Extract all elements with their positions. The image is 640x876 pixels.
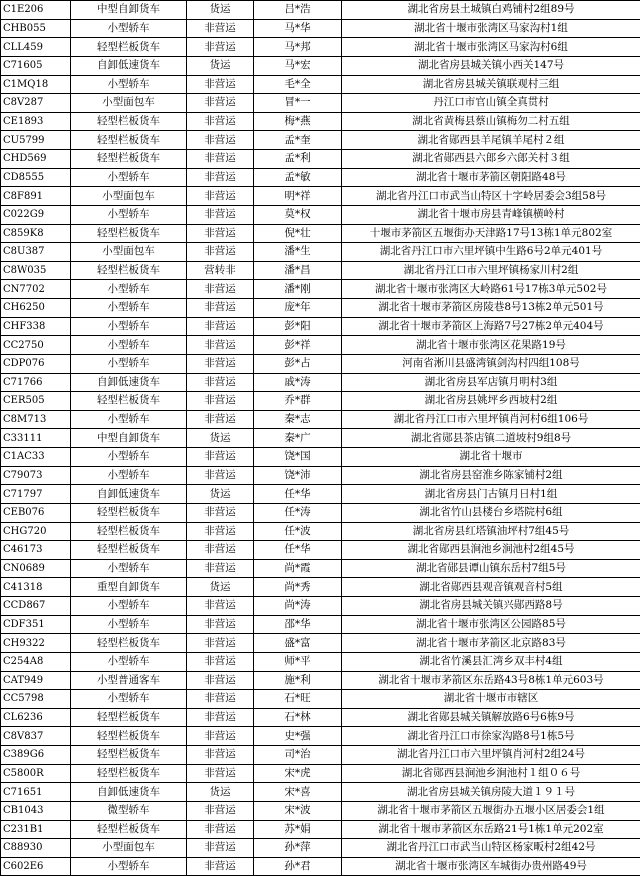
owner-name-cell: 任*华 (254, 485, 342, 504)
plate-number-cell: C231B1 (1, 820, 71, 839)
plate-number-cell: C71605 (1, 56, 71, 75)
owner-name-cell: 石*林 (254, 708, 342, 727)
owner-name-cell: 石*旺 (254, 690, 342, 709)
usage-type-cell: 非营运 (187, 336, 254, 355)
owner-address-cell: 湖北省房县窑淮乡陈家铺村2组 (342, 466, 640, 485)
owner-address-cell: 湖北省房县姚坪乡西坡村2组 (342, 392, 640, 411)
plate-number-cell: C602E6 (1, 857, 71, 876)
table-row (1, 801, 640, 820)
usage-type-cell: 非营运 (187, 503, 254, 522)
owner-name-cell: 吕*浩 (254, 1, 342, 20)
owner-name-cell: 孙*君 (254, 857, 342, 876)
table-row (1, 373, 640, 392)
owner-name-cell: 司*治 (254, 746, 342, 765)
owner-name-cell: 马*宏 (254, 56, 342, 75)
plate-number-cell: CC2750 (1, 336, 71, 355)
owner-address-cell: 湖北省十堰市张湾区车城街办贵州路49号 (342, 857, 640, 876)
owner-name-cell: 乔*群 (254, 392, 342, 411)
table-row (1, 746, 640, 765)
usage-type-cell: 非营运 (187, 801, 254, 820)
owner-address-cell: 湖北省房县门古镇月日村1组 (342, 485, 640, 504)
vehicle-type-cell: 小型轿车 (71, 466, 187, 485)
owner-name-cell: 宋*波 (254, 801, 342, 820)
owner-name-cell: 盛*富 (254, 634, 342, 653)
usage-type-cell: 非营运 (187, 727, 254, 746)
vehicle-type-cell: 小型轿车 (71, 168, 187, 187)
vehicle-type-cell: 轻型栏板货车 (71, 634, 187, 653)
owner-name-cell: 莫*权 (254, 205, 342, 224)
usage-type-cell: 非营运 (187, 112, 254, 131)
vehicle-type-cell: 小型轿车 (71, 652, 187, 671)
owner-address-cell: 湖北省十堰市张湾区公园路85号 (342, 615, 640, 634)
table-row (1, 671, 640, 690)
usage-type-cell: 非营运 (187, 559, 254, 578)
table-row (1, 205, 640, 224)
plate-number-cell: C46173 (1, 541, 71, 560)
plate-number-cell: CAT949 (1, 671, 71, 690)
plate-number-cell: C8W035 (1, 261, 71, 280)
table-row (1, 820, 640, 839)
plate-number-cell: C8M713 (1, 410, 71, 429)
vehicle-type-cell: 小型轿车 (71, 75, 187, 94)
owner-name-cell: 彭*占 (254, 354, 342, 373)
plate-number-cell: C8V287 (1, 94, 71, 113)
table-row (1, 857, 640, 876)
table-row (1, 727, 640, 746)
owner-name-cell: 任*华 (254, 541, 342, 560)
owner-name-cell: 任*涛 (254, 503, 342, 522)
plate-number-cell: C389G6 (1, 746, 71, 765)
plate-number-cell: C8U387 (1, 243, 71, 262)
plate-number-cell: C71797 (1, 485, 71, 504)
usage-type-cell: 非营运 (187, 299, 254, 318)
owner-address-cell: 湖北省丹江口市六里坪镇杨家川村2组 (342, 261, 640, 280)
owner-name-cell: 宋*虎 (254, 764, 342, 783)
vehicle-type-cell: 小型轿车 (71, 857, 187, 876)
table-row (1, 410, 640, 429)
usage-type-cell: 非营运 (187, 522, 254, 541)
plate-number-cell: CH6250 (1, 299, 71, 318)
plate-number-cell: CH9322 (1, 634, 71, 653)
owner-address-cell: 湖北省房县军店镇月明村3组 (342, 373, 640, 392)
plate-number-cell: CL6236 (1, 708, 71, 727)
table-row (1, 336, 640, 355)
owner-address-cell: 湖北省房县城关镇小西关147号 (342, 56, 640, 75)
usage-type-cell: 非营运 (187, 168, 254, 187)
table-row (1, 615, 640, 634)
usage-type-cell: 非营运 (187, 466, 254, 485)
owner-address-cell: 湖北省郧西县涧池乡涧池村１组０６号 (342, 764, 640, 783)
usage-type-cell: 非营运 (187, 280, 254, 299)
plate-number-cell: CE1893 (1, 112, 71, 131)
usage-type-cell: 货运 (187, 56, 254, 75)
vehicle-type-cell: 小型面包车 (71, 839, 187, 858)
usage-type-cell: 非营运 (187, 410, 254, 429)
owner-address-cell: 湖北省十堰市茅箭区房陵巷8号13栋2单元501号 (342, 299, 640, 318)
owner-name-cell: 戚*涛 (254, 373, 342, 392)
plate-number-cell: C79073 (1, 466, 71, 485)
plate-number-cell: C33111 (1, 429, 71, 448)
owner-name-cell: 庞*年 (254, 299, 342, 318)
owner-address-cell: 湖北省丹江口市六里坪镇肖河村6组106号 (342, 410, 640, 429)
plate-number-cell: CC5798 (1, 690, 71, 709)
vehicle-type-cell: 轻型栏板货车 (71, 541, 187, 560)
vehicle-type-cell: 小型面包车 (71, 94, 187, 113)
owner-address-cell: 湖北省丹江口市六里坪镇肖河村2组24号 (342, 746, 640, 765)
plate-number-cell: C41318 (1, 578, 71, 597)
vehicle-type-cell: 小型轿车 (71, 280, 187, 299)
owner-name-cell: 秦*广 (254, 429, 342, 448)
table-row (1, 19, 640, 38)
table-row (1, 56, 640, 75)
usage-type-cell: 非营运 (187, 131, 254, 150)
owner-address-cell: 湖北省丹江口市武当山特区十字岭居委会3组58号 (342, 187, 640, 206)
owner-name-cell: 潘*刚 (254, 280, 342, 299)
owner-name-cell: 孙*萍 (254, 839, 342, 858)
usage-type-cell: 非营运 (187, 746, 254, 765)
vehicle-type-cell: 小型轿车 (71, 336, 187, 355)
vehicle-type-cell: 轻型栏板货车 (71, 261, 187, 280)
owner-name-cell: 宋*喜 (254, 783, 342, 802)
vehicle-type-cell: 轻型栏板货车 (71, 392, 187, 411)
owner-address-cell: 湖北省郧县茶店镇二道坡村9组8号 (342, 429, 640, 448)
vehicle-type-cell: 微型轿车 (71, 801, 187, 820)
table-row (1, 112, 640, 131)
owner-address-cell: 湖北省十堰市张湾区马家沟村6组 (342, 38, 640, 57)
vehicle-type-cell: 小型轿车 (71, 205, 187, 224)
usage-type-cell: 非营运 (187, 634, 254, 653)
owner-address-cell: 湖北省竹溪县汇湾乡双丰村4组 (342, 652, 640, 671)
plate-number-cell: C254A8 (1, 652, 71, 671)
vehicle-type-cell: 自卸低速货车 (71, 56, 187, 75)
owner-name-cell: 马*华 (254, 19, 342, 38)
table-row (1, 317, 640, 336)
owner-address-cell: 湖北省郧西县观音镇观音村5组 (342, 578, 640, 597)
vehicle-type-cell: 轻型栏板货车 (71, 112, 187, 131)
owner-name-cell: 马*邦 (254, 38, 342, 57)
owner-address-cell: 湖北省十堰市茅箭区东岳路21号1栋1单元202室 (342, 820, 640, 839)
owner-address-cell: 湖北省十堰市张湾区大岭路61号17栋3单元502号 (342, 280, 640, 299)
usage-type-cell: 非营运 (187, 392, 254, 411)
table-row (1, 634, 640, 653)
plate-number-cell: C8V837 (1, 727, 71, 746)
usage-type-cell: 非营运 (187, 354, 254, 373)
usage-type-cell: 非营运 (187, 652, 254, 671)
usage-type-cell: 非营运 (187, 541, 254, 560)
owner-address-cell: 湖北省十堰市茅箭区朝阳路48号 (342, 168, 640, 187)
vehicle-type-cell: 小型轿车 (71, 19, 187, 38)
owner-name-cell: 任*波 (254, 522, 342, 541)
plate-number-cell: C022G9 (1, 205, 71, 224)
usage-type-cell: 非营运 (187, 764, 254, 783)
owner-address-cell: 湖北省丹江口市六里坪镇中生路6号2单元401号 (342, 243, 640, 262)
plate-number-cell: CHB055 (1, 19, 71, 38)
table-row (1, 652, 640, 671)
usage-type-cell: 非营运 (187, 839, 254, 858)
usage-type-cell: 非营运 (187, 150, 254, 169)
table-row (1, 690, 640, 709)
usage-type-cell: 非营运 (187, 38, 254, 57)
table-row (1, 597, 640, 616)
owner-name-cell: 饶*沛 (254, 466, 342, 485)
table-row (1, 131, 640, 150)
table-row (1, 448, 640, 467)
vehicle-type-cell: 小型轿车 (71, 597, 187, 616)
table-row (1, 94, 640, 113)
owner-address-cell: 湖北省十堰市茅箭区上海路7号27栋2单元404号 (342, 317, 640, 336)
usage-type-cell: 货运 (187, 429, 254, 448)
usage-type-cell: 非营运 (187, 857, 254, 876)
vehicle-type-cell: 轻型栏板货车 (71, 820, 187, 839)
owner-name-cell: 尚*涛 (254, 597, 342, 616)
table-row (1, 261, 640, 280)
vehicle-type-cell: 小型普通客车 (71, 671, 187, 690)
table-row (1, 503, 640, 522)
owner-address-cell: 湖北省黄梅县蔡山镇梅勿二村五组 (342, 112, 640, 131)
owner-name-cell: 梅*燕 (254, 112, 342, 131)
owner-address-cell: 湖北省十堰市房县青峰镇横岭村 (342, 205, 640, 224)
owner-name-cell: 邵*华 (254, 615, 342, 634)
owner-name-cell: 师*平 (254, 652, 342, 671)
usage-type-cell: 非营运 (187, 690, 254, 709)
plate-number-cell: C5800R (1, 764, 71, 783)
table-row (1, 1, 640, 20)
owner-address-cell: 湖北省房县红塔镇油坪村7组45号 (342, 522, 640, 541)
vehicle-type-cell: 轻型栏板货车 (71, 746, 187, 765)
table-row (1, 541, 640, 560)
plate-number-cell: CHF338 (1, 317, 71, 336)
vehicle-type-cell: 小型轿车 (71, 299, 187, 318)
table-row (1, 783, 640, 802)
vehicle-type-cell: 小型面包车 (71, 187, 187, 206)
table-row (1, 522, 640, 541)
table-row (1, 38, 640, 57)
usage-type-cell: 非营运 (187, 671, 254, 690)
plate-number-cell: CER505 (1, 392, 71, 411)
owner-address-cell: 湖北省十堰市 (342, 448, 640, 467)
owner-name-cell: 潘*生 (254, 243, 342, 262)
plate-number-cell: C1E206 (1, 1, 71, 20)
owner-address-cell: 湖北省十堰市茅箭区北京路83号 (342, 634, 640, 653)
plate-number-cell: CDF351 (1, 615, 71, 634)
table-row (1, 243, 640, 262)
owner-name-cell: 孟*奎 (254, 131, 342, 150)
table-row (1, 578, 640, 597)
plate-number-cell: CN0689 (1, 559, 71, 578)
usage-type-cell: 非营运 (187, 205, 254, 224)
table-row (1, 168, 640, 187)
owner-address-cell: 湖北省十堰市茅箭区东岳路43号8栋1单元603号 (342, 671, 640, 690)
plate-number-cell: CCD867 (1, 597, 71, 616)
owner-address-cell: 湖北省郧西县六郎乡六郎关村３组 (342, 150, 640, 169)
usage-type-cell: 非营运 (187, 615, 254, 634)
owner-address-cell: 湖北省竹山县楼台乡塔院村6组 (342, 503, 640, 522)
owner-name-cell: 冒*一 (254, 94, 342, 113)
table-row (1, 708, 640, 727)
vehicle-type-cell: 小型轿车 (71, 317, 187, 336)
owner-name-cell: 饶*国 (254, 448, 342, 467)
vehicle-type-cell: 轻型栏板货车 (71, 150, 187, 169)
usage-type-cell: 非营运 (187, 187, 254, 206)
table-row (1, 392, 640, 411)
owner-name-cell: 秦*志 (254, 410, 342, 429)
owner-address-cell: 湖北省房县城关镇联观村三组 (342, 75, 640, 94)
owner-name-cell: 尚*霞 (254, 559, 342, 578)
usage-type-cell: 货运 (187, 485, 254, 504)
plate-number-cell: C71651 (1, 783, 71, 802)
vehicle-type-cell: 小型面包车 (71, 243, 187, 262)
owner-address-cell: 湖北省十堰市张湾区马家沟村1组 (342, 19, 640, 38)
owner-address-cell: 湖北省十堰市张湾区花果路19号 (342, 336, 640, 355)
usage-type-cell: 非营运 (187, 373, 254, 392)
vehicle-type-cell: 小型轿车 (71, 615, 187, 634)
owner-name-cell: 倪*壮 (254, 224, 342, 243)
plate-number-cell: CEB076 (1, 503, 71, 522)
usage-type-cell: 非营运 (187, 448, 254, 467)
usage-type-cell: 非营运 (187, 75, 254, 94)
plate-number-cell: CN7702 (1, 280, 71, 299)
table-row (1, 280, 640, 299)
plate-number-cell: CLL459 (1, 38, 71, 57)
vehicle-type-cell: 小型轿车 (71, 448, 187, 467)
vehicle-type-cell: 轻型栏板货车 (71, 224, 187, 243)
owner-name-cell: 彭*祥 (254, 336, 342, 355)
plate-number-cell: CB1043 (1, 801, 71, 820)
table-row (1, 559, 640, 578)
vehicle-type-cell: 小型轿车 (71, 410, 187, 429)
owner-address-cell: 湖北省十堰市市辖区 (342, 690, 640, 709)
table-row (1, 466, 640, 485)
table-row (1, 187, 640, 206)
plate-number-cell: CU5799 (1, 131, 71, 150)
table-row (1, 75, 640, 94)
plate-number-cell: CHG720 (1, 522, 71, 541)
owner-address-cell: 湖北省郧西县羊尾镇羊尾村２组 (342, 131, 640, 150)
usage-type-cell: 非营运 (187, 597, 254, 616)
table-row (1, 150, 640, 169)
table-row (1, 299, 640, 318)
vehicle-type-cell: 轻型栏板货车 (71, 131, 187, 150)
usage-type-cell: 营转非 (187, 261, 254, 280)
owner-address-cell: 湖北省丹江口市徐家沟路8号1栋5号 (342, 727, 640, 746)
plate-number-cell: CD8555 (1, 168, 71, 187)
plate-number-cell: C88930 (1, 839, 71, 858)
owner-name-cell: 孟*利 (254, 150, 342, 169)
owner-address-cell: 河南省淅川县盛湾镇剑沟村四组108号 (342, 354, 640, 373)
table-row (1, 839, 640, 858)
vehicle-type-cell: 自卸低速货车 (71, 373, 187, 392)
owner-address-cell: 湖北省房县城关镇兴郧西路8号 (342, 597, 640, 616)
owner-address-cell: 十堰市茅箭区五堰街办天津路17号13栋1单元802室 (342, 224, 640, 243)
usage-type-cell: 货运 (187, 783, 254, 802)
plate-number-cell: C71766 (1, 373, 71, 392)
table-row (1, 485, 640, 504)
owner-name-cell: 孟*敏 (254, 168, 342, 187)
owner-address-cell: 湖北省房县城关镇房陵大道１９１号 (342, 783, 640, 802)
owner-name-cell: 史*强 (254, 727, 342, 746)
vehicle-type-cell: 轻型栏板货车 (71, 38, 187, 57)
owner-name-cell: 苏*娟 (254, 820, 342, 839)
vehicle-type-cell: 中型自卸货车 (71, 1, 187, 20)
vehicle-type-cell: 轻型栏板货车 (71, 522, 187, 541)
usage-type-cell: 非营运 (187, 317, 254, 336)
plate-number-cell: C859K8 (1, 224, 71, 243)
usage-type-cell: 非营运 (187, 708, 254, 727)
usage-type-cell: 货运 (187, 1, 254, 20)
plate-number-cell: C1AC33 (1, 448, 71, 467)
owner-address-cell: 湖北省郧县城关镇解放路6号6栋9号 (342, 708, 640, 727)
usage-type-cell: 非营运 (187, 94, 254, 113)
usage-type-cell: 非营运 (187, 19, 254, 38)
owner-name-cell: 尚*秀 (254, 578, 342, 597)
owner-address-cell: 湖北省十堰市茅箭区五堰街办五堰小区居委会1组 (342, 801, 640, 820)
vehicle-type-cell: 自卸低速货车 (71, 485, 187, 504)
usage-type-cell: 非营运 (187, 243, 254, 262)
owner-name-cell: 施*利 (254, 671, 342, 690)
owner-name-cell: 潘*昌 (254, 261, 342, 280)
owner-address-cell: 湖北省郧县谭山镇东岳村7组5号 (342, 559, 640, 578)
plate-number-cell: C1MQ18 (1, 75, 71, 94)
vehicle-type-cell: 小型轿车 (71, 690, 187, 709)
vehicle-type-cell: 小型轿车 (71, 559, 187, 578)
table-body (1, 1, 640, 876)
owner-address-cell: 湖北省房县土城镇白鸡铺村2组89号 (342, 1, 640, 20)
usage-type-cell: 非营运 (187, 820, 254, 839)
vehicle-type-cell: 重型自卸货车 (71, 578, 187, 597)
plate-number-cell: C8F891 (1, 187, 71, 206)
vehicle-type-cell: 自卸低速货车 (71, 783, 187, 802)
table-row (1, 224, 640, 243)
vehicle-type-cell: 轻型栏板货车 (71, 503, 187, 522)
vehicle-type-cell: 轻型栏板货车 (71, 764, 187, 783)
plate-number-cell: CDP076 (1, 354, 71, 373)
table-row (1, 764, 640, 783)
vehicle-type-cell: 中型自卸货车 (71, 429, 187, 448)
vehicle-type-cell: 小型轿车 (71, 354, 187, 373)
table-row (1, 429, 640, 448)
usage-type-cell: 货运 (187, 578, 254, 597)
table-row (1, 354, 640, 373)
owner-address-cell: 湖北省郧西县涧池乡涧池村2组45号 (342, 541, 640, 560)
vehicle-type-cell: 轻型栏板货车 (71, 727, 187, 746)
owner-address-cell: 丹江口市官山镇全真贯村 (342, 94, 640, 113)
vehicle-type-cell: 轻型栏板货车 (71, 708, 187, 727)
owner-name-cell: 毛*全 (254, 75, 342, 94)
plate-number-cell: CHD569 (1, 150, 71, 169)
usage-type-cell: 非营运 (187, 224, 254, 243)
owner-address-cell: 湖北省丹江口市武当山特区杨家畈村2组42号 (342, 839, 640, 858)
owner-name-cell: 彭*阳 (254, 317, 342, 336)
owner-name-cell: 明*祥 (254, 187, 342, 206)
